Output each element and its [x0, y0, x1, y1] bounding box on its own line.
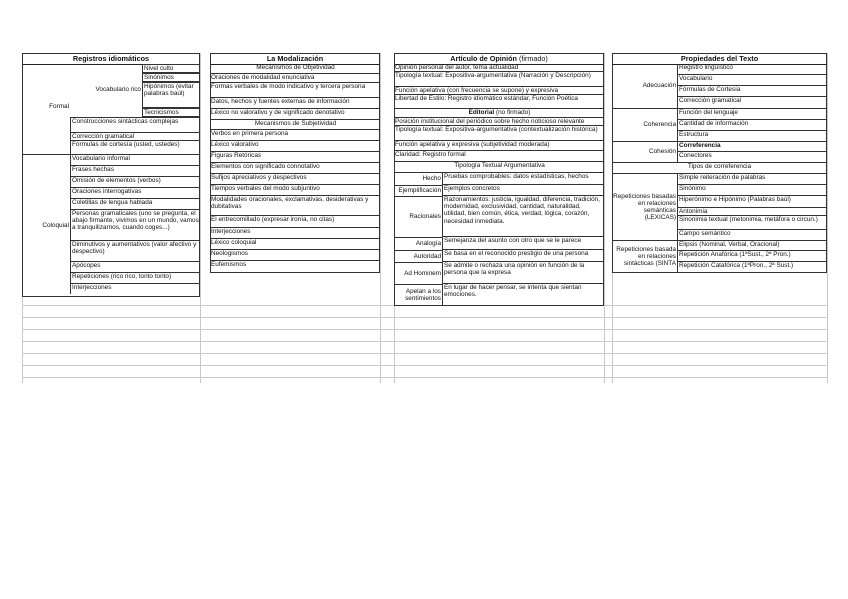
coloquial-row: Vocabulario informal — [70, 154, 200, 165]
vocabulario-item: Hipónimos (evitar palabras baúl) — [142, 82, 200, 108]
subjetividad-row: Verbos en primera persona — [210, 130, 380, 141]
coherencia-item: Cantidad de información — [677, 119, 827, 130]
coloquial-row: Coletillas de lengua hablada — [70, 198, 200, 209]
adecuacion-label: Adecuación — [642, 82, 676, 90]
editorial-row: Tipología textual: Expositiva-argumentativa (contextualización histórica) — [394, 126, 604, 141]
formal-row: Construcciones sintácticas complejas — [70, 117, 200, 132]
coloquial-row: Frases hechas — [70, 165, 200, 176]
registros-table — [22, 53, 200, 303]
subjetividad-row: El entrecomillado (expresar ironía, no citas) — [210, 216, 380, 228]
objetividad-row: Datos, hechos y fuentes externas de información — [210, 98, 380, 109]
registros-title: Registros idiomáticos — [22, 53, 200, 65]
opinion-table — [394, 53, 604, 303]
coloquial-row: Repeticiones (rico rico, tonto tonto) — [70, 272, 200, 283]
formal-label: Formal — [49, 103, 69, 111]
tipos-correferencia-title: Tipos de correferencia — [612, 162, 827, 173]
editorial-header — [394, 109, 604, 118]
grid-line — [827, 53, 828, 383]
adecuacion-item: Vocabulario — [677, 75, 827, 86]
grid-line — [22, 317, 828, 318]
editorial-row: Función apelativa y expresiva (subjetividad moderada) — [394, 141, 604, 151]
subjetividad-row: Modalidades oracionales, exclamativas, desiderativas y dubitativas — [210, 196, 380, 216]
adecuacion-item: Fórmulas de Cortesía — [677, 86, 827, 97]
subjetividad-row: Neologismos — [210, 250, 380, 261]
formal-row: Fórmulas de cortesía (usted, ustedes) — [70, 140, 200, 154]
formal-row: Corrección gramatical — [70, 132, 200, 140]
coloquial-row: Personas gramaticales (uno se pregunta, el abajo firmante, vivimos en un mundo, vamos a tranquilizarnos, cuando coges...) — [70, 209, 200, 240]
spreadsheet-page — [22, 53, 828, 383]
adecuacion-item: Registro lingüístico — [677, 64, 827, 75]
firmado-row: Función apelativa (con frecuencia se supone) y expresiva — [394, 87, 604, 95]
argumento-tipo: Autoridad — [394, 250, 442, 262]
coloquial-row: Omisión de elementos (verbos) — [70, 176, 200, 187]
objetividad-row: Formas verbales de modo indicativo y tercera persona — [210, 83, 380, 98]
vocabulario-item: Tecnicismos — [142, 108, 200, 117]
argumento-desc: En lugar de hacer pensar, se intenta que sientan emociones. — [442, 284, 604, 305]
grid-line — [604, 53, 605, 383]
adecuacion-item: Corrección gramatical — [677, 97, 827, 108]
subjetividad-row: Sufijos apreciativos y despectivos — [210, 174, 380, 185]
coloquial-row: Diminutivos y aumentativos (valor afectivo y despectivo) — [70, 240, 200, 261]
coherencia-item: Función del lenguaje — [677, 108, 827, 119]
subjetividad-row: Léxico valorativo — [210, 141, 380, 152]
lexicas-item: Sinónimo — [677, 184, 827, 195]
grid-line — [22, 329, 828, 330]
subjetividad-row: Léxico coloquial — [210, 239, 380, 250]
modalizacion-title: La Modalización — [210, 53, 380, 65]
lexicas-item: Campo semántico — [677, 229, 827, 240]
sintacticas-item: Repetición Catafórica (1ªPron., 2ª Sust.) — [677, 261, 827, 272]
argumento-tipo: Analogía — [394, 237, 442, 250]
coloquial-label: Coloquial — [22, 154, 70, 297]
coherencia-item: Estructura — [677, 130, 827, 141]
objetividad-row: Oraciones de modalidad enunciativa — [210, 74, 380, 83]
grid-line — [22, 365, 828, 366]
sintacticas-item: Repetición Anafórica (1ªSust., 2ª Pron.) — [677, 250, 827, 261]
opinion-title: Artículo de Opinión — [450, 54, 517, 63]
subjetividad-title: Mecanismos de Subjetividad — [210, 120, 380, 130]
subjetividad-row: Interjecciones — [210, 228, 380, 239]
grid-line — [380, 53, 381, 383]
tipologia-title: Tipología Textual Argumentativa — [394, 162, 604, 173]
firmado-row: Tipología textual: Expositiva-argumentativa (Narración y Descripción) — [394, 72, 604, 87]
grid-line — [22, 353, 828, 354]
firmado-row: Libertad de Estilo: Registro idiomático estándar, Función Poética — [394, 95, 604, 109]
cohesion-item: Correferencia — [677, 141, 827, 151]
cohesion-label: Cohesión — [612, 141, 677, 162]
argumento-tipo: Racionales — [394, 196, 442, 237]
argumento-desc: Se basa en el reconocido prestigio de una persona — [442, 250, 604, 262]
editorial-title: Editorial — [468, 109, 495, 116]
argumento-desc: Semejanza del asunto con otro que se le parece — [442, 237, 604, 250]
vocabulario-item: Sinónimos — [142, 73, 200, 82]
grid-line — [22, 377, 828, 378]
lexicas-item: Sinonimia textual (metonimia, metáfora o circun.) — [677, 215, 827, 229]
argumento-tipo: Apelan a los sentimientos — [394, 284, 442, 305]
lexicas-item: Simple reiteración de palabras — [677, 173, 827, 184]
modalizacion-table — [210, 53, 380, 283]
cohesion-item: Conectores — [677, 151, 827, 162]
lexicas-label: Repeticiones basadas en relaciones semánticas (LEXICAS) — [612, 173, 677, 240]
coherencia-label: Coherencia — [612, 108, 677, 141]
argumento-tipo: Ad Hominem — [394, 262, 442, 284]
editorial-row: Claridad: Registro formal — [394, 151, 604, 162]
editorial-row: Posición institucional del periódico sobre hecho noticioso relevante — [394, 118, 604, 126]
subjetividad-row: Tiempos verbales del modo subjuntivo — [210, 185, 380, 196]
sintacticas-label: Repeticiones basada en relaciones sintácticas (SINTA — [612, 240, 677, 272]
coloquial-row: Interjecciones — [70, 283, 200, 294]
coloquial-row: Apócopes — [70, 261, 200, 272]
coloquial-row: Oraciones interrogativas — [70, 187, 200, 198]
objetividad-title: Mecanismos de Objetividad — [210, 64, 380, 74]
opinion-title-note: (firmado) — [518, 54, 548, 63]
vocabulario-item: Nivel culto — [142, 64, 200, 73]
grid-line — [22, 305, 828, 306]
grid-line — [200, 53, 201, 383]
lexicas-item: Hiperónimo e Hipónimo (Palabras baúl) — [677, 195, 827, 207]
argumento-tipo: Ejemplificación — [394, 185, 442, 196]
propiedades-table — [612, 53, 827, 283]
firmado-row: Opinión personal del autor, tema actualidad — [394, 64, 604, 72]
argumento-desc: Pruebas comprobables: datos estadísticas, hechos — [442, 173, 604, 185]
argumento-desc: Se admite o rechaza una opinión en función de la persona que la expresa — [442, 262, 604, 284]
argumento-tipo: Hecho — [422, 175, 441, 183]
propiedades-title: Propiedades del Texto — [612, 53, 827, 65]
argumento-desc: Ejemplos concretos — [442, 185, 604, 196]
argumento-desc: Razonamientos: justicia, igualdad, diferencia, tradición, modernidad, exclusividad, cantidad, naturalidad, utilidad, bien común, ética, verdad, lógica, corazón, necesidad inmediata. — [442, 196, 604, 237]
subjetividad-row: Eufemismos — [211, 261, 247, 268]
editorial-note: (no firmado) — [495, 109, 531, 116]
sintacticas-item: Elipsis (Nominal, Verbal, Oracional) — [677, 240, 827, 250]
grid-line — [22, 341, 828, 342]
subjetividad-row: Elementos con significado connotativo — [210, 163, 380, 174]
objetividad-row: Léxico no valorativo y de significado denotativo — [210, 109, 380, 120]
subjetividad-row: Figuras Retóricas — [210, 152, 380, 163]
lexicas-item: Antonimia — [677, 207, 827, 215]
vocabulario-rico-label: Vocabulario rico — [95, 86, 141, 94]
